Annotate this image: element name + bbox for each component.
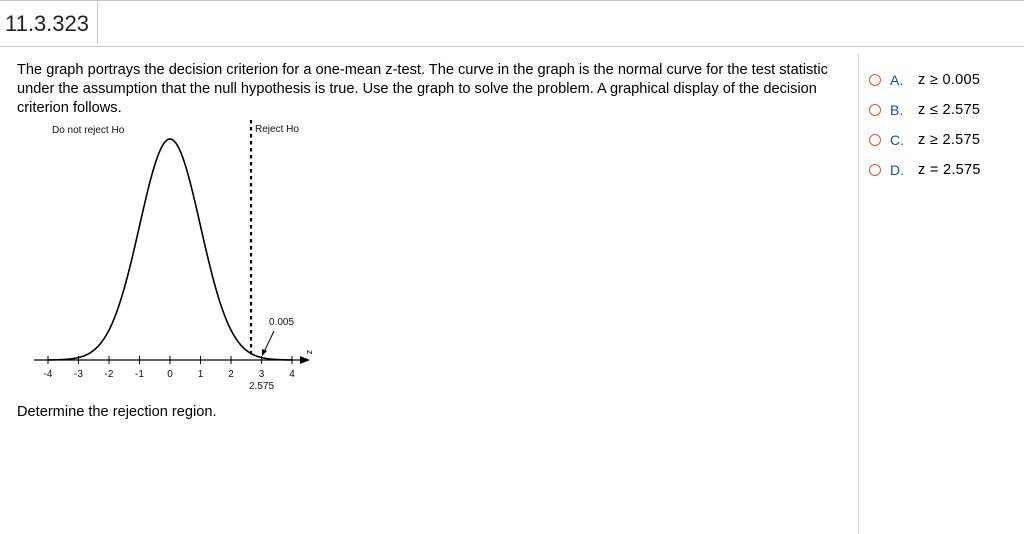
choice-d-text: z = 2.575 xyxy=(918,162,981,178)
choice-d-letter: D. xyxy=(890,162,904,178)
choice-b-letter: B. xyxy=(890,102,904,118)
choice-a[interactable] xyxy=(869,70,980,90)
axis-tick-label: 3 xyxy=(258,369,265,380)
radio-b[interactable] xyxy=(869,104,881,116)
choice-a-letter: A. xyxy=(890,72,904,88)
problem-id: 11.3.323 xyxy=(0,2,98,44)
critical-value-label: 2.575 xyxy=(249,381,275,392)
choice-c[interactable] xyxy=(869,130,980,150)
label-do-not-reject: Do not reject Ho xyxy=(52,125,125,136)
axis-tick-label: -1 xyxy=(135,369,144,380)
choice-a-text: z ≥ 0.005 xyxy=(918,72,981,88)
choice-b-text: z ≤ 2.575 xyxy=(918,102,981,118)
axis-tick-label: 2 xyxy=(228,369,234,380)
choice-c-letter: C. xyxy=(890,132,904,148)
choice-d[interactable] xyxy=(869,160,981,180)
question-text: The graph portrays the decision criterion for a one-mean z-test. The curve in the graph is the normal curve for the test statistic under the assumption that the null hypothesis is true. Use the graph to solve the problem. A graphical display of the decision criterion follows. xyxy=(17,62,828,116)
radio-a[interactable] xyxy=(869,74,881,86)
label-reject: Reject Ho xyxy=(255,124,299,135)
axis-tick-label: 0 xyxy=(167,369,173,380)
tail-area-label: 0.005 xyxy=(269,317,295,328)
radio-d[interactable] xyxy=(869,164,881,176)
choice-c-text: z ≥ 2.575 xyxy=(918,132,981,148)
header-bar xyxy=(0,1,1024,47)
choice-b[interactable] xyxy=(869,100,980,120)
tail-pointer-line xyxy=(264,331,274,352)
normal-curve xyxy=(48,139,295,360)
axis-tick-label: 4 xyxy=(289,369,295,380)
axis-tick-label: 1 xyxy=(197,369,204,380)
arrow-axis-right xyxy=(300,356,310,364)
axis-var-label: z xyxy=(305,350,315,355)
panel-divider xyxy=(858,54,859,534)
axis-tick-label: -2 xyxy=(104,369,114,380)
task-prompt: Determine the rejection region. xyxy=(17,404,217,420)
decision-criterion-graph xyxy=(0,110,330,400)
axis-tick-label: -4 xyxy=(43,369,53,380)
axis-tick-label: -3 xyxy=(74,369,83,380)
radio-c[interactable] xyxy=(869,134,881,146)
tail-pointer-arrowhead xyxy=(262,349,267,356)
